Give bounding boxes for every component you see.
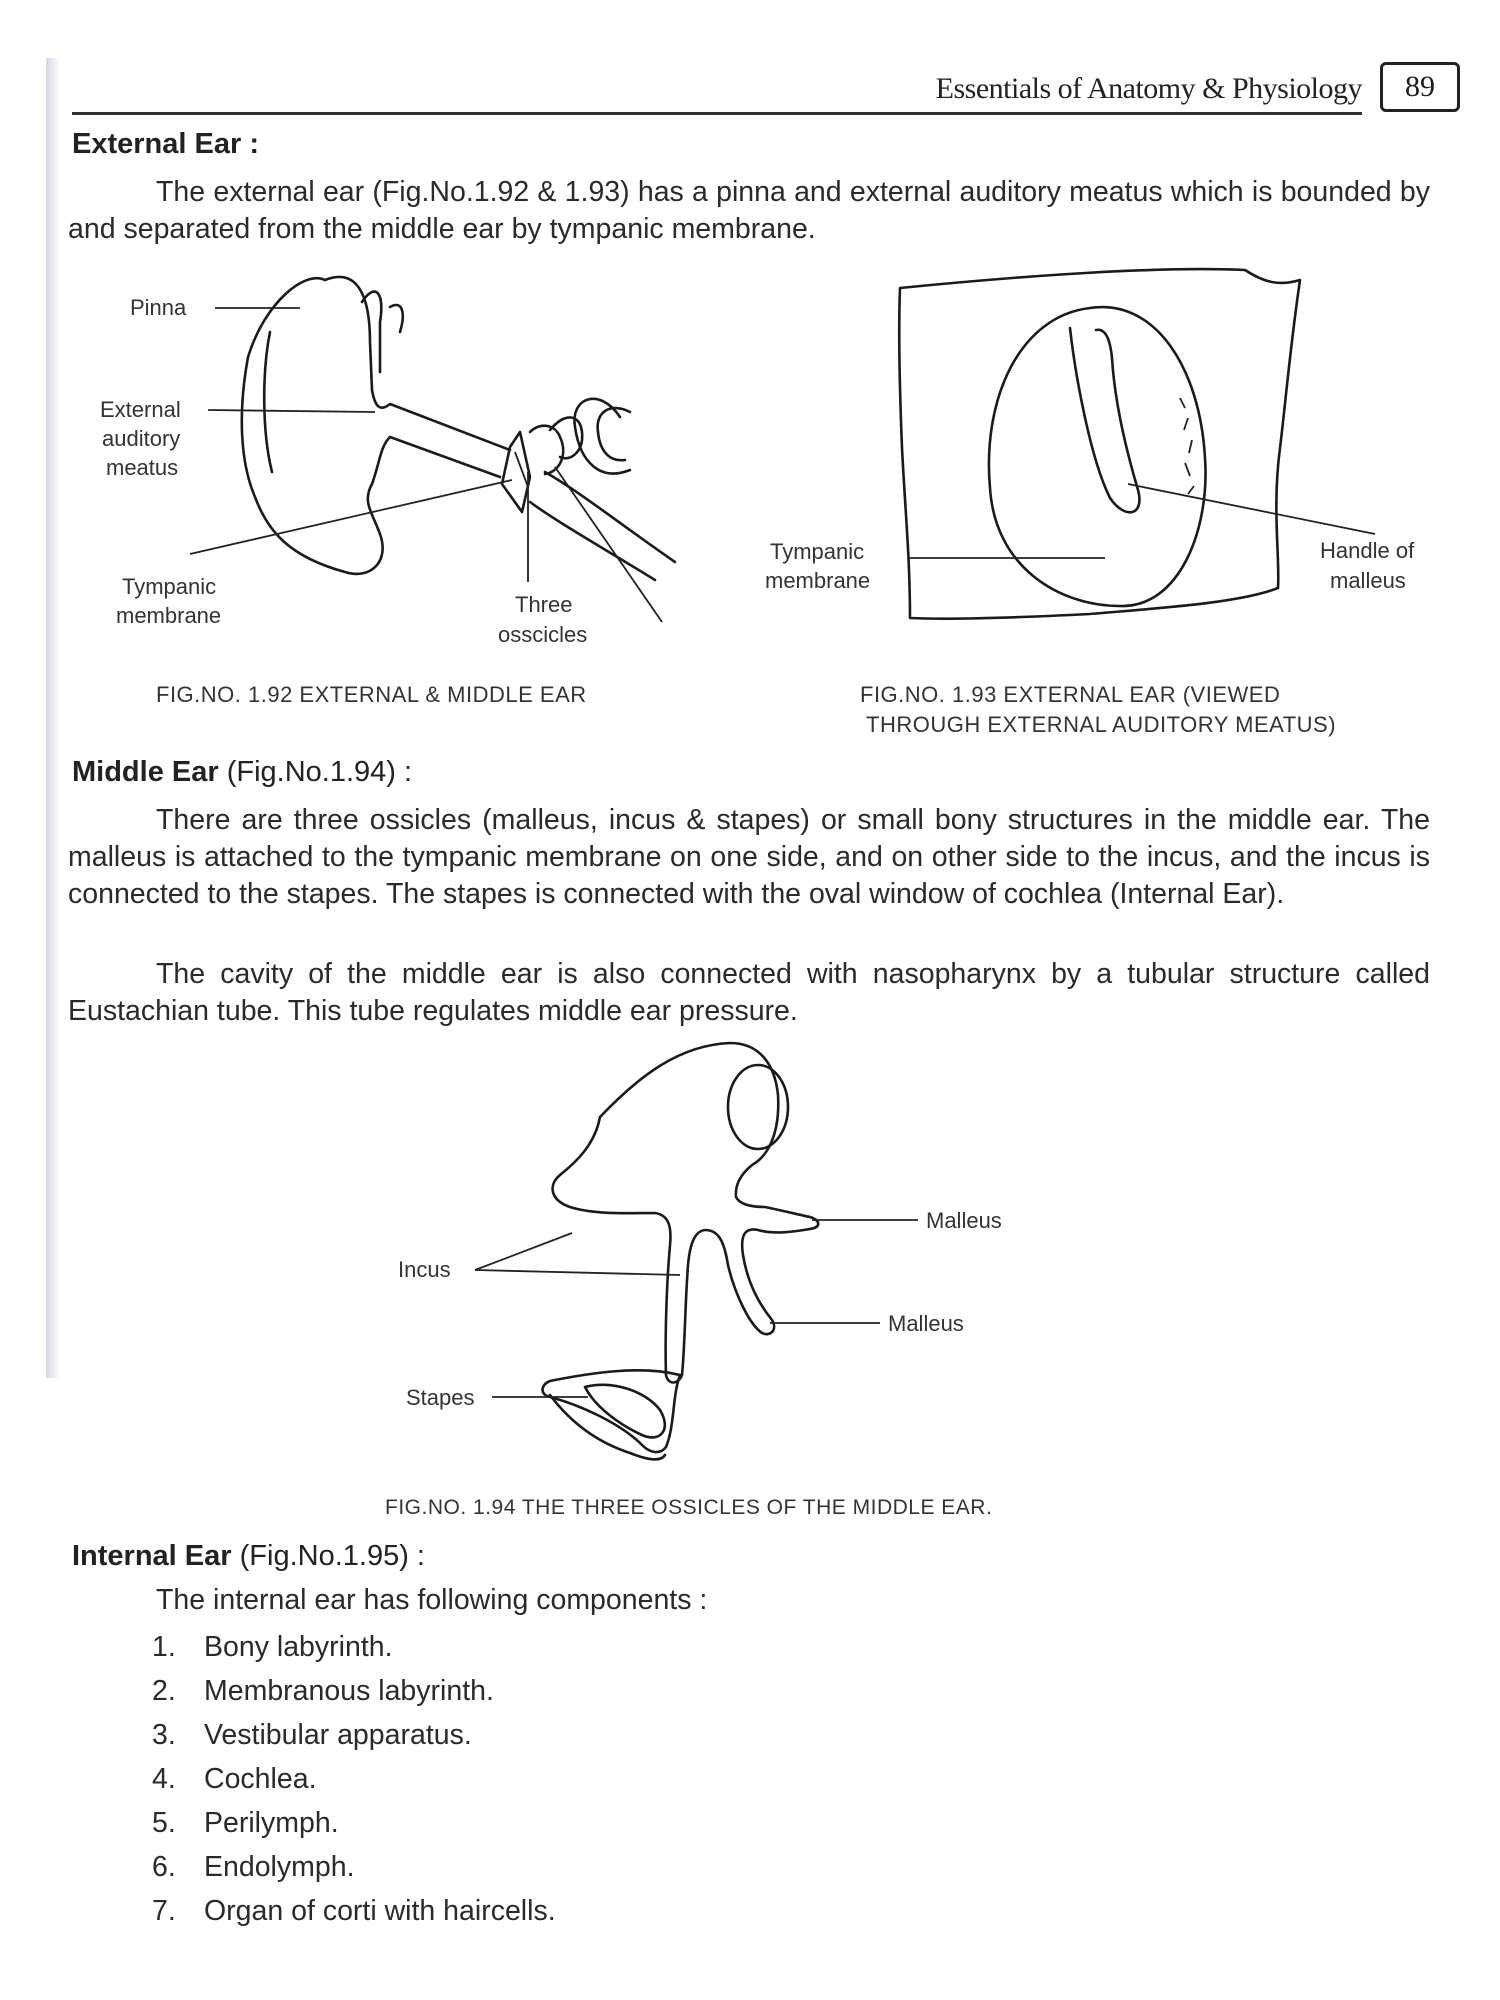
middle-ear-heading-ref: (Fig.No.1.94) :	[226, 756, 413, 788]
list-item: 2. Membranous labyrinth.	[152, 1675, 494, 1707]
section-heading-external-ear: External Ear :	[72, 128, 259, 160]
page-number: 89	[1380, 62, 1460, 112]
running-title: Essentials of Anatomy & Physiology	[935, 72, 1362, 105]
section-heading-middle-ear	[72, 756, 412, 789]
fig-1-94-caption: FIG.NO. 1.94 THE THREE OSSICLES OF THE MIDDLE EAR.	[385, 1496, 993, 1519]
label-stapes: Stapes	[406, 1385, 475, 1410]
internal-ear-heading-text: Internal Ear	[72, 1540, 232, 1572]
label-meatus: meatus	[106, 455, 179, 480]
label-three: Three	[515, 592, 573, 617]
list-item: 5. Perilymph.	[152, 1807, 339, 1839]
section-heading-internal-ear	[72, 1540, 425, 1573]
list-item: 7. Organ of corti with haircells.	[152, 1895, 556, 1927]
label-incus: Incus	[398, 1257, 451, 1282]
internal-ear-components-list	[152, 1625, 556, 1933]
list-item: 4. Cochlea.	[152, 1763, 317, 1795]
middle-ear-paragraph-2: The cavity of the middle ear is also connected with nasopharynx by a tubular structure called Eustachian tube. This tube regulates middle ear pressure.	[68, 958, 1430, 1027]
header-rule	[72, 112, 1362, 115]
middle-ear-paragraph-1: There are three ossicles (malleus, incus & stapes) or small bony structures in the middle ear. The malleus is attached to the tympanic membrane on one side, and on other side to the incus, and the incus is connected to the stapes. The stapes is connected with the oval window of cochlea (Internal Ear).	[68, 804, 1430, 910]
list-item: 3. Vestibular apparatus.	[152, 1719, 472, 1751]
label-external: External	[100, 397, 181, 422]
external-ear-paragraph: The external ear (Fig.No.1.92 & 1.93) has a pinna and external auditory meatus which is bounded by and separated from the middle ear by tympanic membrane.	[68, 176, 1430, 245]
fig-1-93-caption-line2: THROUGH EXTERNAL AUDITORY MEATUS)	[866, 712, 1337, 737]
figure-1-92-external-middle-ear	[90, 262, 730, 657]
list-item: 1. Bony labyrinth.	[152, 1631, 393, 1663]
label-tympanic: Tympanic	[122, 574, 217, 599]
label-malleus: malleus	[1330, 568, 1406, 593]
label-osscicles: osscicles	[498, 622, 588, 647]
middle-ear-heading-text: Middle Ear	[72, 756, 219, 788]
figure-1-94-ossicles	[380, 1035, 1120, 1495]
label-tympanic: Tympanic	[770, 539, 865, 564]
label-membrane: membrane	[765, 568, 871, 593]
fig-1-93-caption-line1: FIG.NO. 1.93 EXTERNAL EAR (VIEWED	[860, 682, 1281, 707]
list-item: 6. Endolymph.	[152, 1851, 355, 1883]
label-pinna: Pinna	[130, 295, 187, 320]
page-edge-shadow	[46, 58, 60, 1378]
internal-ear-heading-ref: (Fig.No.1.95) :	[239, 1540, 425, 1572]
internal-ear-intro: The internal ear has following components :	[156, 1584, 708, 1616]
label-auditory: auditory	[102, 426, 181, 451]
label-handle-of: Handle of	[1320, 538, 1415, 563]
fig-1-92-caption: FIG.NO. 1.92 EXTERNAL & MIDDLE EAR	[156, 682, 587, 707]
figure-1-93-external-ear-view	[760, 258, 1450, 668]
label-membrane: membrane	[116, 603, 222, 628]
label-malleus-1: Malleus	[926, 1208, 1002, 1233]
label-malleus-2: Malleus	[888, 1311, 964, 1336]
